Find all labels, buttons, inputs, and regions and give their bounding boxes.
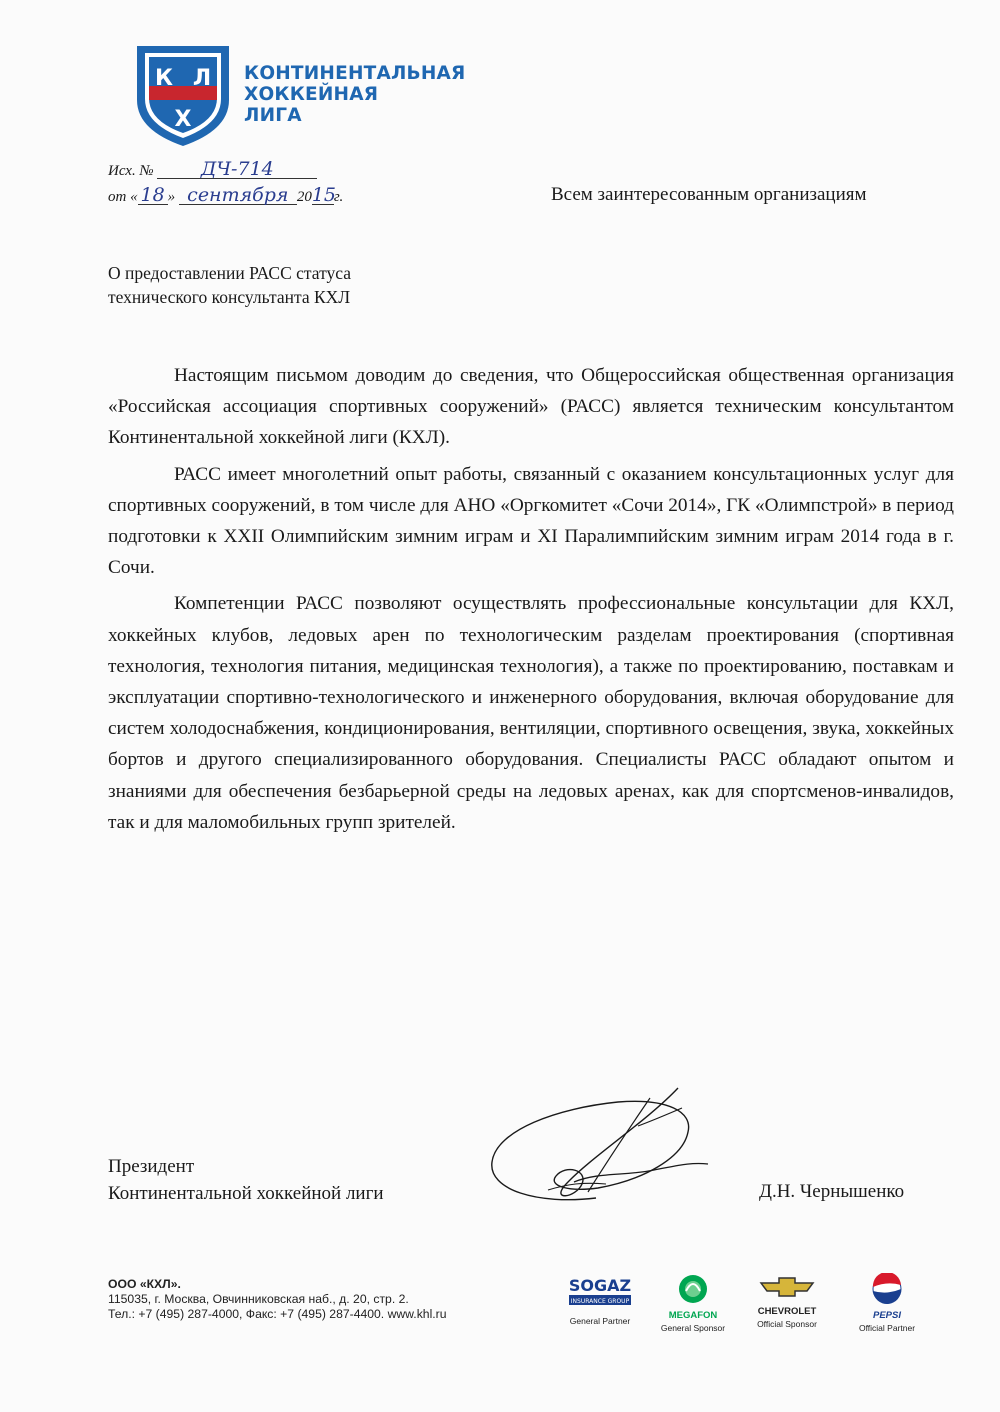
sogaz-logo-icon: [565, 1273, 635, 1309]
letter-body: [108, 360, 954, 843]
sponsor-chevrolet: [745, 1273, 829, 1329]
date-end: г.: [333, 189, 344, 205]
subject-line: О предоставлении РАСС статуса: [108, 263, 351, 283]
addressee: Всем заинтересованным организациям: [551, 184, 867, 205]
megafon-name: MEGAFON: [668, 1310, 718, 1321]
sponsor-role: Official Partner: [858, 1323, 916, 1333]
pepsi-globe-icon: [869, 1273, 905, 1305]
chevrolet-name: CHEVROLET: [757, 1306, 817, 1317]
date-month: сентября: [179, 186, 297, 205]
org-name: [244, 63, 466, 126]
sponsor-sogaz: [563, 1273, 637, 1326]
body-paragraph: Компетенции РАСС позволяют осуществлять профессиональные консультации для КХЛ, хоккейных клубов, ледовых арен по технологическим разделам проектирования (спортивная технология, технология питания, медицинская технология), а также по проектированию, поставкам и эксплуатации спортивно-технологического и инженерного оборудования, включая оборудование для систем холодоснабжения, кондиционирования, вентиляции, спортивного освещения, звука, хоккейных бортов и другого специализированного оборудования. Специалисты РАСС обладают опытом и знаниями для обеспечения безбарьерной среды на ледовых аренах, как для спортсменов-инвалидов, так и для маломобильных групп зрителей.: [108, 593, 954, 833]
outgoing-reference: [108, 160, 343, 212]
footer-company: ООО «КХЛ».: [108, 1277, 181, 1291]
signatory-name: Д.Н. Чернышенко: [759, 1181, 905, 1202]
sogaz-sub: INSURANCE GROUP: [570, 1298, 630, 1305]
reference-date-row: [108, 186, 343, 212]
org-name-line: ХОККЕЙНАЯ: [244, 84, 379, 105]
reference-number-value: ДЧ-714: [157, 160, 317, 179]
logo-letter-h: Х: [174, 107, 192, 132]
reference-number-label: Исх. №: [108, 163, 154, 179]
khl-logo-icon: [133, 42, 233, 150]
letter-subject: [108, 261, 351, 309]
reference-number-row: [108, 160, 343, 186]
org-name-line: КОНТИНЕНТАЛЬНАЯ: [244, 63, 466, 84]
logo-letter-l: Л: [192, 66, 212, 91]
sponsor-role: Official Sponsor: [757, 1319, 817, 1329]
logo-letter-k: К: [155, 66, 173, 91]
subject-line: технического консультанта КХЛ: [108, 287, 351, 307]
date-year-prefix: 20: [296, 189, 312, 205]
signatory-title-line: Континентальной хоккейной лиги: [108, 1183, 384, 1204]
chevrolet-bowtie-icon: [757, 1273, 817, 1301]
footer-contacts: Тел.: +7 (495) 287-4000, Факс: +7 (495) 287-4400. www.khl.ru: [108, 1307, 447, 1321]
signatory-title-line: Президент: [108, 1156, 195, 1177]
letter-footer: [108, 1277, 447, 1322]
sogaz-name: SOGAZ: [568, 1276, 632, 1295]
date-prefix: от «: [108, 189, 138, 205]
footer-address: 115035, г. Москва, Овчинниковская наб., д. 20, стр. 2.: [108, 1292, 409, 1306]
body-paragraph: РАСС имеет многолетний опыт работы, связанный с оказанием консультационных услуг для спортивных сооружений, в том числе для АНО «Оргкомитет «Сочи 2014», ГК «Олимпстрой» в период подготовки к XXII Олимпийским зимним играм и XI Паралимпийским зимним играм 2014 года в г. Сочи.: [108, 463, 954, 579]
date-mid: »: [167, 189, 176, 205]
date-year-suffix: 15: [311, 184, 337, 206]
date-day: 18: [138, 186, 168, 205]
sponsor-megafon: [655, 1273, 731, 1333]
sponsor-role: General Partner: [569, 1316, 631, 1326]
sponsor-role: General Sponsor: [660, 1323, 726, 1333]
sponsor-pepsi: [852, 1273, 922, 1333]
signatory-title: [108, 1153, 384, 1207]
org-name-line: ЛИГА: [244, 105, 302, 126]
handwritten-signature-icon: [478, 1080, 738, 1230]
megafon-logo-icon: [673, 1273, 713, 1305]
body-paragraph: Настоящим письмом доводим до сведения, что Общероссийская общественная организация «Российская ассоциация спортивных сооружений» (РАСС) является техническим консультантом Континентальной хоккейной лиги (КХЛ).: [108, 365, 954, 449]
pepsi-name: PEPSI: [873, 1310, 901, 1321]
